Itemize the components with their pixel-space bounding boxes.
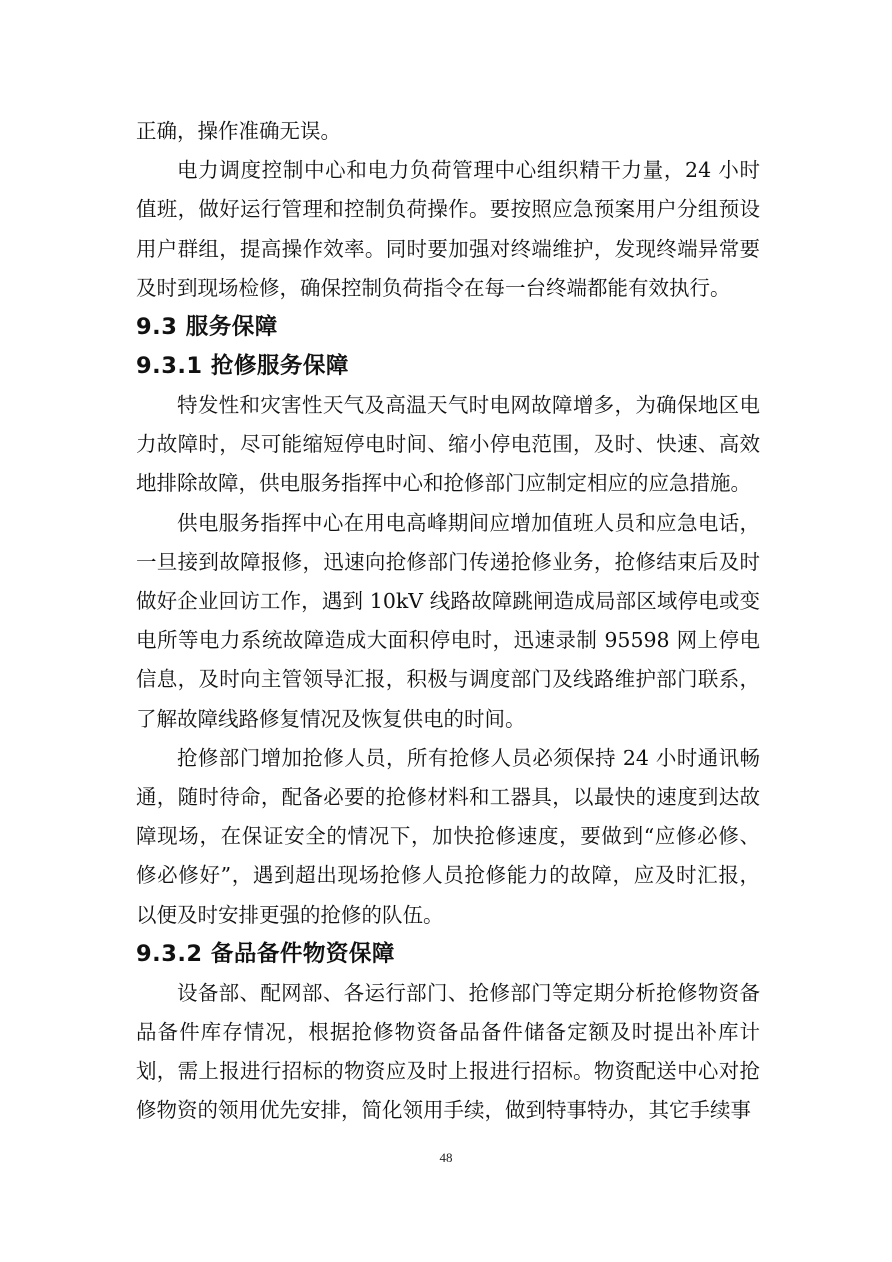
paragraph-continuation: 正确，操作准确无误。 <box>136 119 341 143</box>
page-body <box>136 112 760 1131</box>
paragraph-spare-parts: 设备部、配网部、各运行部门、抢修部门等定期分析抢修物资备品备件库存情况，根据抢修物资备品备件储备定额及时提出补库计划，需上报进行招标的物资应及时上报进行招标。物资配送中心对抢修物资的领用优先安排，简化领用手续，做到特事特办，其它手续事 <box>136 980 760 1123</box>
section-heading-9-3-1: 9.3.1 抢修服务保障 <box>136 353 349 380</box>
section-heading-9-3-2: 9.3.2 备品备件物资保障 <box>136 940 395 967</box>
section-heading-9-3: 9.3 服务保障 <box>136 314 278 341</box>
paragraph-service-command-center: 供电服务指挥中心在用电高峰期间应增加值班人员和应急电话，一旦接到故障报修，迅速向抢修部门传递抢修业务，抢修结束后及时做好企业回访工作，遇到 10kV 线路故障跳闸造成局部区域停电或变电所等电力系统故障造成大面积停电时，迅速录制 95598 网上停电信息，及时向主管领导汇报，积极与调度部门及线路维护部门联系，了解故障线路修复情况及恢复供电的时间。 <box>136 510 760 731</box>
page-number: 48 <box>439 1150 453 1165</box>
paragraph-dispatch-center: 电力调度控制中心和电力负荷管理中心组织精干力量，24 小时值班，做好运行管理和控制负荷操作。要按照应急预案用户分组预设用户群组，提高操作效率。同时要加强对终端维护，发现终端异常要及时到现场检修，确保控制负荷指令在每一台终端都能有效执行。 <box>136 158 760 300</box>
paragraph-repair-department: 抢修部门增加抢修人员，所有抢修人员必须保持 24 小时通讯畅通，随时待命，配备必要的抢修材料和工器具，以最快的速度到达故障现场，在保证安全的情况下，加快抢修速度，要做到“应修必修、修必修好”，遇到超出现场抢修人员抢修能力的故障，应及时汇报，以便及时安排更强的抢修的队伍。 <box>136 745 760 927</box>
paragraph-weather-faults: 特发性和灾害性天气及高温天气时电网故障增多，为确保地区电力故障时，尽可能缩短停电时间、缩小停电范围，及时、快速、高效地排除故障，供电服务指挥中心和抢修部门应制定相应的应急措施。 <box>136 393 760 496</box>
